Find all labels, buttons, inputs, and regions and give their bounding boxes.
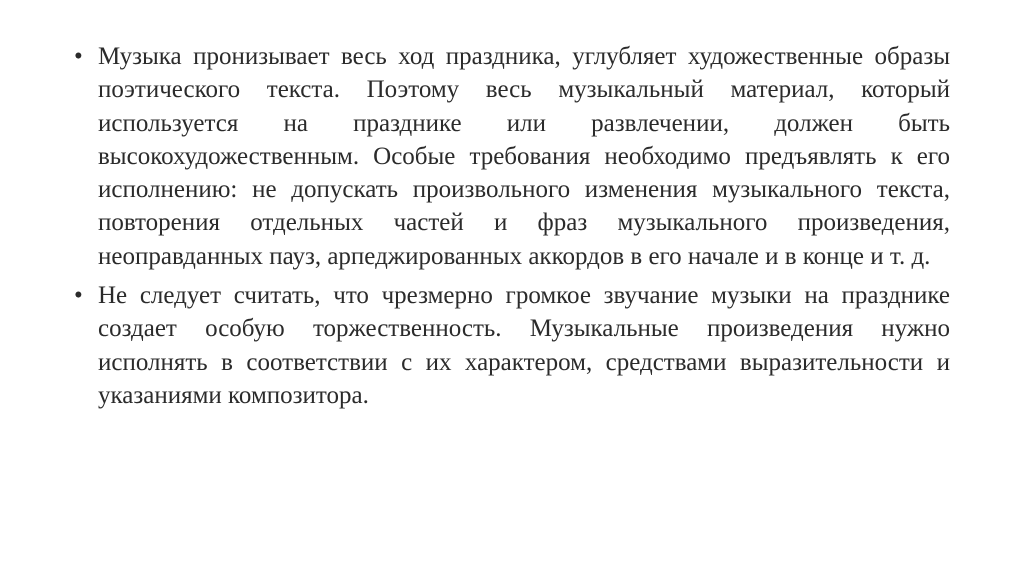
bullet-item-music-role — [72, 40, 950, 273]
bullet-dot-icon: • — [74, 43, 83, 70]
bullet-dot-icon: • — [74, 282, 83, 310]
bullet-item-loudness — [72, 279, 950, 412]
bullet-text-music-role: Музыка пронизывает весь ход праздника, углубляет художественные образы поэтического текста. Поэтому весь музыкальный материал, который используется на празднике или развлечении, должен быть высокохудожественным. Особые требования необходимо предъявлять к его исполнению: не допускать произвольного изменения музыкального текста, повторения отдельных частей и фраз музыкального произведения, неоправданных пауз, арпеджированных аккордов в его начале и в конце и т. д. — [98, 43, 950, 270]
bullet-text-loudness: Не следует считать, что чрезмерно громкое звучание музыки на празднике создает особую торжественность. Музыкальные произведения нужно исполнять в соответствии с их характером, средствами выразительности и указаниями композитора. — [98, 282, 950, 409]
bullet-list — [72, 40, 950, 418]
